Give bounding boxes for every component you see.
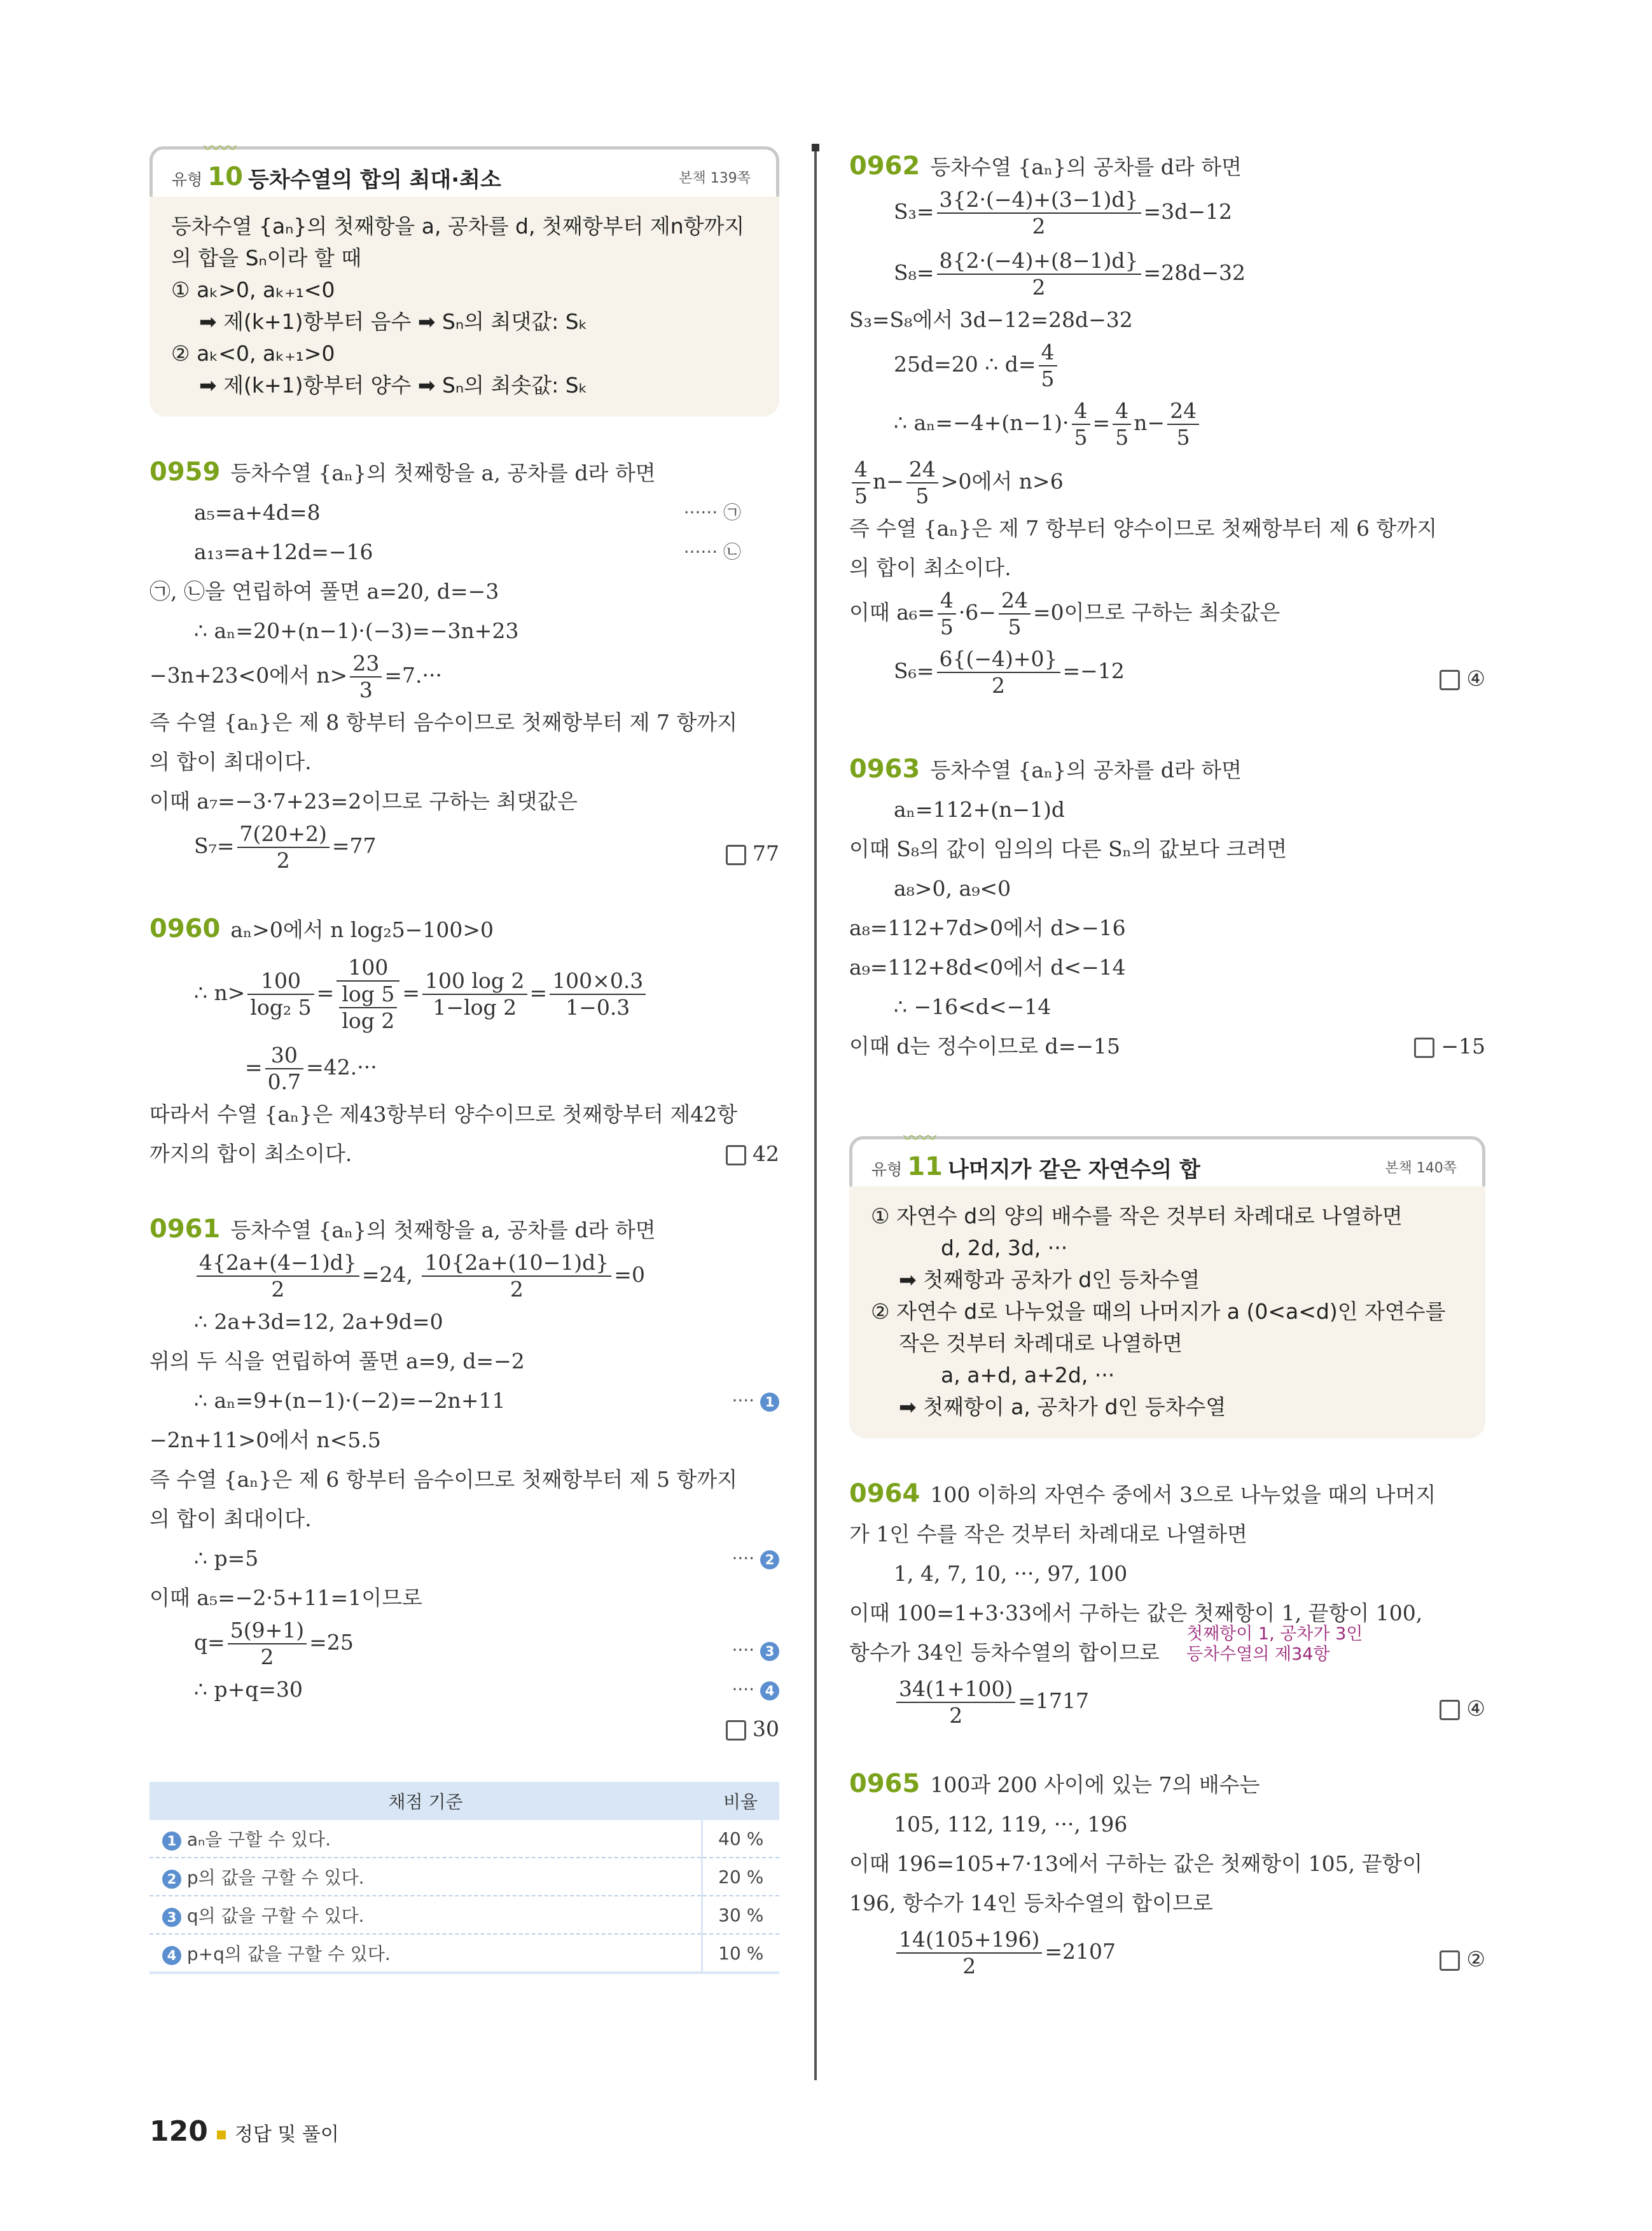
fraction: $\frac{24}{5}$ [1167, 398, 1199, 450]
solution-line: 100 이하의 자연수 중에서 3으로 나누었을 때의 나머지 [930, 1482, 1436, 1507]
answer: 77 [726, 834, 779, 873]
solution-line: 이때 a₅=−2·5+11=1이므로 [149, 1585, 422, 1610]
fraction: $\frac{24}{5}$ [999, 588, 1031, 640]
summary-line: a, a+d, a+2d, ··· [941, 1363, 1115, 1387]
step-marker: 3 [162, 1908, 181, 1927]
type-number: 11 [907, 1152, 943, 1181]
answer-icon [726, 1720, 746, 1741]
equation: ∴ aₙ=9+(n−1)·(−2)=−2n+11 [194, 1388, 506, 1413]
fraction: $\frac{100}{\text{log₂ 5}}$ [247, 968, 314, 1020]
step-marker: 4 [162, 1946, 181, 1965]
footer-square-icon [217, 2130, 226, 2139]
equation-mark: ······ ㉠ [683, 502, 741, 523]
equation: a₈>0, a₉<0 [894, 876, 1011, 901]
fraction: $\frac{100}{\frac{\log 5}{\log 2}}$ [337, 955, 399, 1034]
type-tag: 유형 [172, 170, 203, 189]
equation: aₙ=112+(n−1)d [894, 797, 1065, 822]
problem-0964: 0964 100 이하의 자연수 중에서 3으로 나누었을 때의 나머지 가 1인 수를 작은 것부터 차례대로 나열하면 1, 4, 7, 10, ···, 97, 100 이때 100=1+3·33에서 구하는 값은 첫째항이 1, 끝항이 100, 항수가 34인 등차수열의 합이므로 첫째항이 1, 공차가 3인 등차수열의 제34항 $\frac{34(1+100)}{2}$ =1717 ④ [849, 1479, 1485, 1728]
problem-number: 0963 [849, 754, 920, 784]
summary-line: 작은 것부터 차례대로 나열하면 [899, 1331, 1183, 1356]
problem-0960: 0960 aₙ>0에서 n log₂5−100>0 ∴ n> $\frac{100}{\text{log₂ 5}}$ = $\frac{100}{\frac{\log 5}{\log 2}}$ = $\frac{100 \log 2}{1-\log 2}$ = $\frac{100\times 0.3}{1-0.3}$ = $\frac{30}{0.7}$ =42.··· 따라서 수열 {aₙ}은 제43항부터 양수이므로 첫째항부터 제42항 까지의 합이 최소이다. 42 [149, 909, 779, 1174]
equation: −2n+11>0에서 n<5.5 [149, 1428, 381, 1452]
equation: a₁₃=a+12d=−16 [194, 539, 373, 564]
table-row: 1 aₙ을 구할 수 있다. 40 % [149, 1820, 779, 1858]
solution-line: 등차수열 {aₙ}의 공차를 d라 하면 [930, 758, 1242, 782]
page-number: 120 [149, 2115, 208, 2148]
fraction: $\frac{30}{0.7}$ [265, 1043, 303, 1095]
problem-0959: 0959 등차수열 {aₙ}의 첫째항을 a, 공차를 d라 하면 a₅=a+4d=8 ······ ㉠ a₁₃=a+12d=−16 ······ ㉡ ㉠, ㉡을 연립하여 풀면 a=20, d=−3 ∴ aₙ=20+(n−1)·(−3)=−3n+23 −3n+23<0에서 n> $\frac{23}{3}$ =7.··· 즉 수열 {aₙ}은 제 8 항부터 음수이므로 첫째항부터 제 7 항까지 의 합이 최대이다. 이때 a₇=−3·7+23=2이므로 구하는 최댓값은 S₇= $\frac{7(20+2)}{2}$ =77 77 [149, 457, 779, 873]
table-row: 3 q의 값을 구할 수 있다. 30 % [149, 1896, 779, 1934]
fraction: $\frac{7(20+2)}{2}$ [237, 821, 330, 873]
equation: S₃=S₈에서 3d−12=28d−32 [849, 307, 1133, 332]
fraction: $\frac{24}{5}$ [906, 457, 938, 509]
answer-icon [1440, 1950, 1460, 1971]
wave-decoration: 〰〰 [903, 1129, 937, 1148]
problem-number: 0960 [149, 914, 221, 943]
fraction: $\frac{4\{2a+(4-1)d\}}{2}$ [197, 1250, 359, 1302]
solution-line: 100과 200 사이에 있는 7의 배수는 [930, 1772, 1260, 1797]
solution-line: 까지의 합이 최소이다. [149, 1141, 352, 1166]
equation: ∴ n> [194, 980, 246, 1005]
step-marker: ···· 2 [732, 1539, 779, 1578]
solution-line: 이때 a₇=−3·7+23=2이므로 구하는 최댓값은 [149, 789, 578, 814]
fraction: $\frac{4}{5}$ [1039, 340, 1057, 392]
summary-line: ② 자연수 d로 나누었을 때의 나머지가 a (0<a<d)인 자연수를 [871, 1299, 1446, 1324]
summary-line: ① 자연수 d의 양의 배수를 작은 것부터 차례대로 나열하면 [871, 1204, 1403, 1228]
fraction: $\frac{3\{2\cdot(-4)+(3-1)d\}}{2}$ [937, 187, 1141, 239]
solution-line: 가 1인 수를 작은 것부터 차례대로 나열하면 [849, 1522, 1247, 1546]
summary-line: d, 2d, 3d, ··· [941, 1235, 1068, 1260]
equation: ∴ p+q=30 [194, 1677, 303, 1702]
fraction: $\frac{4}{5}$ [852, 457, 870, 509]
type-title: 등차수열의 합의 최대·최소 [248, 167, 501, 193]
equation: ∴ p=5 [194, 1546, 259, 1571]
equation: ∴ −16<d<−14 [894, 994, 1052, 1019]
page-footer [149, 2115, 339, 2148]
solution-line: ㉠, ㉡을 연립하여 풀면 a=20, d=−3 [149, 579, 499, 604]
equation: −3n+23<0에서 n> [149, 663, 348, 688]
type-11-header [849, 1129, 1485, 1186]
table-header: 비율 [702, 1782, 779, 1820]
textbook-ref: 본책 140쪽 [1385, 1160, 1457, 1176]
answer-icon [1440, 1700, 1460, 1720]
answer: −15 [1414, 1027, 1485, 1066]
summary-line: ➡ 첫째항이 a, 공차가 d인 등차수열 [899, 1394, 1226, 1419]
solution-line: 이때 100=1+3·33에서 구하는 값은 첫째항이 1, 끝항이 100, [849, 1601, 1423, 1625]
equation-mark: ······ ㉡ [683, 541, 741, 562]
step-marker: 1 [162, 1831, 181, 1851]
solution-line: 등차수열 {aₙ}의 첫째항을 a, 공차를 d라 하면 [230, 1218, 656, 1242]
summary-line: 등차수열 {aₙ}의 첫째항을 a, 공차를 d, 첫째항부터 제n항까지 [171, 214, 745, 239]
answer-icon [726, 1145, 746, 1165]
type-11-section [849, 1129, 1485, 1438]
problem-number: 0964 [849, 1479, 920, 1508]
equation: a₅=a+4d=8 [194, 500, 321, 525]
table-header: 채점 기준 [149, 1782, 702, 1820]
solution-line: 위의 두 식을 연립하여 풀면 a=9, d=−2 [149, 1349, 525, 1373]
answer: ④ [1440, 1689, 1485, 1728]
wave-decoration: 〰〰 [204, 139, 237, 158]
fraction: $\frac{10\{2a+(10-1)d\}}{2}$ [422, 1250, 611, 1302]
fraction: $\frac{4}{5}$ [1072, 398, 1090, 450]
footer-label: 정답 및 풀이 [234, 2123, 339, 2146]
equation: ∴ aₙ=20+(n−1)·(−3)=−3n+23 [194, 618, 519, 643]
type-10-summary [149, 197, 779, 417]
fraction: $\frac{100\times 0.3}{1-0.3}$ [550, 968, 646, 1020]
summary-line: ② aₖ<0, aₖ₊₁>0 [171, 341, 335, 366]
highlight-note: 첫째항이 1, 공차가 3인 등차수열의 제34항 [1186, 1624, 1363, 1664]
summary-line: ① aₖ>0, aₖ₊₁<0 [171, 277, 335, 302]
equation: S₇= [194, 833, 235, 858]
answer-icon [726, 845, 746, 865]
fraction: $\frac{14(105+196)}{2}$ [896, 1927, 1042, 1979]
solution-line: 등차수열 {aₙ}의 첫째항을 a, 공차를 d라 하면 [230, 461, 656, 485]
column-divider-dot [812, 144, 819, 151]
fraction: $\frac{6\{(-4)+0\}}{2}$ [937, 646, 1060, 698]
answer: 42 [726, 1134, 779, 1174]
problem-number: 0962 [849, 151, 920, 181]
equation: ∴ aₙ=−4+(n−1)· [894, 410, 1069, 435]
type-number: 10 [207, 162, 243, 191]
equation: a₉=112+8d<0에서 d<−14 [849, 955, 1126, 980]
scoring-table [149, 1782, 779, 1974]
left-column [149, 139, 779, 1974]
type-10-header [149, 139, 779, 197]
step-marker: 2 [162, 1870, 181, 1889]
table-row: 4 p+q의 값을 구할 수 있다. 10 % [149, 1934, 779, 1973]
solution-line: 이때 196=105+7·13에서 구하는 값은 첫째항이 105, 끝항이 [849, 1851, 1423, 1876]
summary-line: ➡ 제(k+1)항부터 음수 ➡ Sₙ의 최댓값: Sₖ [199, 309, 588, 334]
textbook-ref: 본책 139쪽 [679, 170, 751, 186]
problem-number: 0965 [849, 1769, 920, 1798]
solution-line: 항수가 34인 등차수열의 합이므로 [849, 1640, 1160, 1665]
equation: q= [194, 1630, 225, 1655]
column-divider [814, 146, 817, 2080]
answer: ② [1440, 1940, 1485, 1979]
fraction: $\frac{100 \log 2}{1-\log 2}$ [422, 968, 527, 1020]
fraction: $\frac{4}{5}$ [938, 588, 956, 640]
problem-number: 0961 [149, 1214, 221, 1244]
problem-0961: 0961 등차수열 {aₙ}의 첫째항을 a, 공차를 d라 하면 $\frac{4\{2a+(4-1)d\}}{2}$ =24, $\frac{10\{2a+(10-1)d\}}{2}$ =0 ∴ 2a+3d=12, 2a+9d=0 위의 두 식을 연립하여 풀면 a=9, d=−2 ∴ aₙ=9+(n−1)·(−2)=−2n+11 ···· 1 −2n+11>0에서 n<5.5 즉 수열 {aₙ}은 제 6 항부터 음수이므로 첫째항부터 제 5 항까지 의 합이 최대이다. ∴ p=5 ···· 2 이때 a₅=−2·5+11=1이므로 q= $\frac{5(9+1)}{2}$ =25 ···· 3 ∴ p+q=30 ···· 4 30 [149, 1209, 779, 1749]
step-marker: ···· 3 [732, 1630, 779, 1670]
equation: 105, 112, 119, ···, 196 [894, 1812, 1128, 1837]
step-marker: ···· 4 [732, 1670, 779, 1709]
right-column [849, 146, 1485, 1979]
problem-0962: 0962 등차수열 {aₙ}의 공차를 d라 하면 S₃= $\frac{3\{2\cdot(-4)+(3-1)d\}}{2}$ =3d−12 S₈= $\frac{8\{2\cdot(-4)+(8-1)d\}}{2}$ =28d−32 S₃=S₈에서 3d−12=28d−32 25d=20 ∴ d= $\frac{4}{5}$ ∴ aₙ=−4+(n−1)· $\frac{4}{5}$ = $\frac{4}{5}$ n− $\frac{24}{5}$ $\frac{4}{5}$ n− $\frac{24}{5}$ >0에서 n>6 즉 수열 {aₙ}은 제 7 항부터 양수이므로 첫째항부터 제 6 항까지 의 합이 최소이다. 이때 a₆= $\frac{4}{5}$ ·6− $\frac{24}{5}$ =0이므로 구하는 최솟값은 S₆= $\frac{6\{(-4)+0\}}{2}$ =−12 ④ [849, 151, 1485, 698]
solution-line: 의 합이 최대이다. [149, 1506, 312, 1531]
type-11-summary [849, 1186, 1485, 1438]
summary-line: 의 합을 Sₙ이라 할 때 [171, 246, 362, 270]
solution-line: 196, 항수가 14인 등차수열의 합이므로 [849, 1891, 1213, 1915]
solution-line: 이때 S₈의 값이 임의의 다른 Sₙ의 값보다 크려면 [849, 837, 1288, 861]
problem-0963 [849, 749, 1485, 1066]
answer-icon [1414, 1038, 1434, 1058]
solution-line: 즉 수열 {aₙ}은 제 6 항부터 음수이므로 첫째항부터 제 5 항까지 [149, 1467, 738, 1492]
table-row: 2 p의 값을 구할 수 있다. 20 % [149, 1858, 779, 1896]
equation: aₙ>0에서 n log₂5−100>0 [230, 917, 494, 942]
fraction: $\frac{5(9+1)}{2}$ [228, 1618, 307, 1670]
solution-line: 의 합이 최소이다. [849, 555, 1011, 580]
solution-line: 이때 d는 정수이므로 d=−15 [849, 1034, 1121, 1059]
summary-line: ➡ 첫째항과 공차가 d인 등차수열 [899, 1267, 1200, 1292]
equation: a₈=112+7d>0에서 d>−16 [849, 915, 1126, 940]
summary-line: ➡ 제(k+1)항부터 양수 ➡ Sₙ의 최솟값: Sₖ [199, 373, 588, 398]
type-title: 나머지가 같은 자연수의 합 [948, 1157, 1200, 1183]
fraction: $\frac{23}{3}$ [350, 651, 382, 703]
equation: ∴ 2a+3d=12, 2a+9d=0 [194, 1309, 443, 1334]
solution-line: 즉 수열 {aₙ}은 제 8 항부터 음수이므로 첫째항부터 제 7 항까지 [149, 710, 738, 735]
answer: ④ [1440, 659, 1485, 698]
solution-line: 따라서 수열 {aₙ}은 제43항부터 양수이므로 첫째항부터 제42항 [149, 1102, 738, 1127]
fraction: $\frac{34(1+100)}{2}$ [896, 1676, 1015, 1728]
problem-number: 0959 [149, 457, 221, 487]
problem-0965: 0965 100과 200 사이에 있는 7의 배수는 105, 112, 119, ···, 196 이때 196=105+7·13에서 구하는 값은 첫째항이 105, 끝항이 196, 항수가 14인 등차수열의 합이므로 $\frac{14(105+196)}{2}$ =2107 ② [849, 1769, 1485, 1978]
equation: 1, 4, 7, 10, ···, 97, 100 [894, 1561, 1128, 1586]
solution-line: 즉 수열 {aₙ}은 제 7 항부터 양수이므로 첫째항부터 제 6 항까지 [849, 516, 1438, 541]
solution-line: 등차수열 {aₙ}의 공차를 d라 하면 [930, 155, 1242, 179]
solution-line: 의 합이 최대이다. [149, 749, 312, 774]
fraction: $\frac{4}{5}$ [1113, 398, 1131, 450]
equation: 25d=20 ∴ d= [894, 352, 1036, 377]
answer: 30 [726, 1709, 779, 1749]
type-tag: 유형 [871, 1160, 903, 1179]
fraction: $\frac{8\{2\cdot(-4)+(8-1)d\}}{2}$ [937, 248, 1141, 300]
step-marker: ···· 1 [732, 1381, 779, 1421]
answer-icon [1440, 670, 1460, 690]
